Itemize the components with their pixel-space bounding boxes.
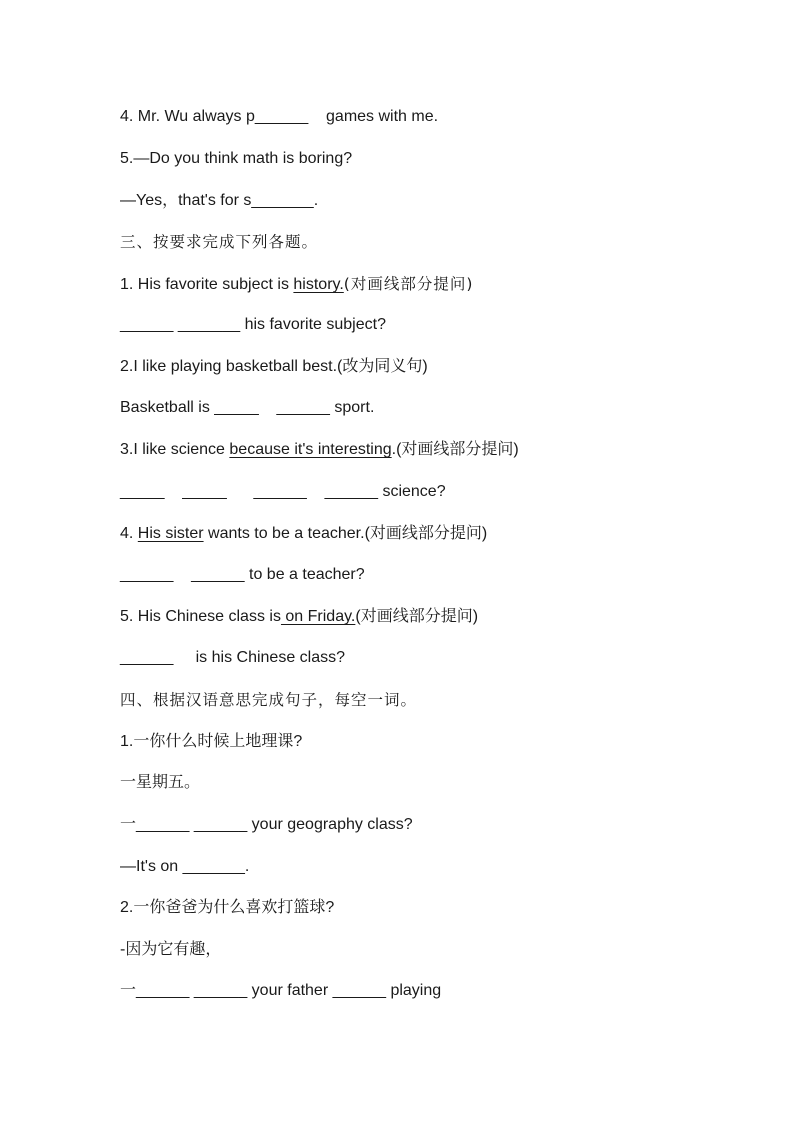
- translation-1-prompt: 1.一你什么时候上地理课?: [120, 733, 303, 750]
- translation-1-reply: 一星期五。: [120, 774, 201, 791]
- question-5: [120, 607, 478, 627]
- question-3-underlined: because it's interesting: [229, 441, 392, 458]
- question-5-underlined: on Friday.: [280, 608, 356, 625]
- question-3-instruction: .(对画线部分提问): [391, 441, 519, 458]
- translation-1-question-blank: 一______ ______ your geography class?: [120, 816, 413, 833]
- exercise-line-5-answer: —Yes，that's for s_______.: [120, 192, 319, 209]
- translation-2-reply: -因为它有趣，: [120, 941, 222, 958]
- exercise-line-5-question: 5.—Do you think math is boring?: [120, 150, 353, 167]
- question-2: 2.I like playing basketball best.(改为同义句): [120, 358, 428, 375]
- translation-2-question-blank: 一______ ______ your father ______ playing: [120, 982, 442, 999]
- translation-2-prompt: 2.一你爸爸为什么喜欢打篮球?: [120, 899, 335, 916]
- question-1: [120, 274, 473, 295]
- question-4-underlined: His sister: [137, 525, 204, 542]
- question-1-instruction: (对画线部分提问): [343, 275, 474, 293]
- question-3-text: 3.I like science: [120, 441, 230, 458]
- question-5-instruction: (对画线部分提问): [355, 608, 479, 625]
- question-1-answer: ______ _______ his favorite subject?: [120, 316, 386, 333]
- exercise-line-4: 4. Mr. Wu always p______ games with me.: [120, 108, 439, 125]
- question-3: [120, 440, 519, 460]
- section-4-heading: 四、根据汉语意思完成句子，每空一词。: [120, 691, 418, 709]
- question-4-text: wants to be a teacher.(对画线部分提问): [203, 525, 488, 542]
- question-5-answer: ______ is his Chinese class?: [120, 649, 346, 666]
- question-2-answer: Basketball is _____ ______ sport.: [120, 399, 375, 416]
- question-5-text: 5. His Chinese class is: [120, 608, 281, 625]
- question-4: [120, 524, 487, 544]
- question-1-underlined: history.: [293, 276, 344, 293]
- question-4-answer: ______ ______ to be a teacher?: [120, 566, 365, 583]
- section-3-heading: 三、按要求完成下列各题。: [120, 233, 319, 251]
- translation-1-answer-blank: —It's on _______.: [120, 858, 250, 875]
- question-4-number: 4.: [120, 525, 138, 542]
- question-3-answer: _____ _____ ______ ______ science?: [120, 483, 446, 500]
- question-1-text: 1. His favorite subject is: [120, 276, 294, 293]
